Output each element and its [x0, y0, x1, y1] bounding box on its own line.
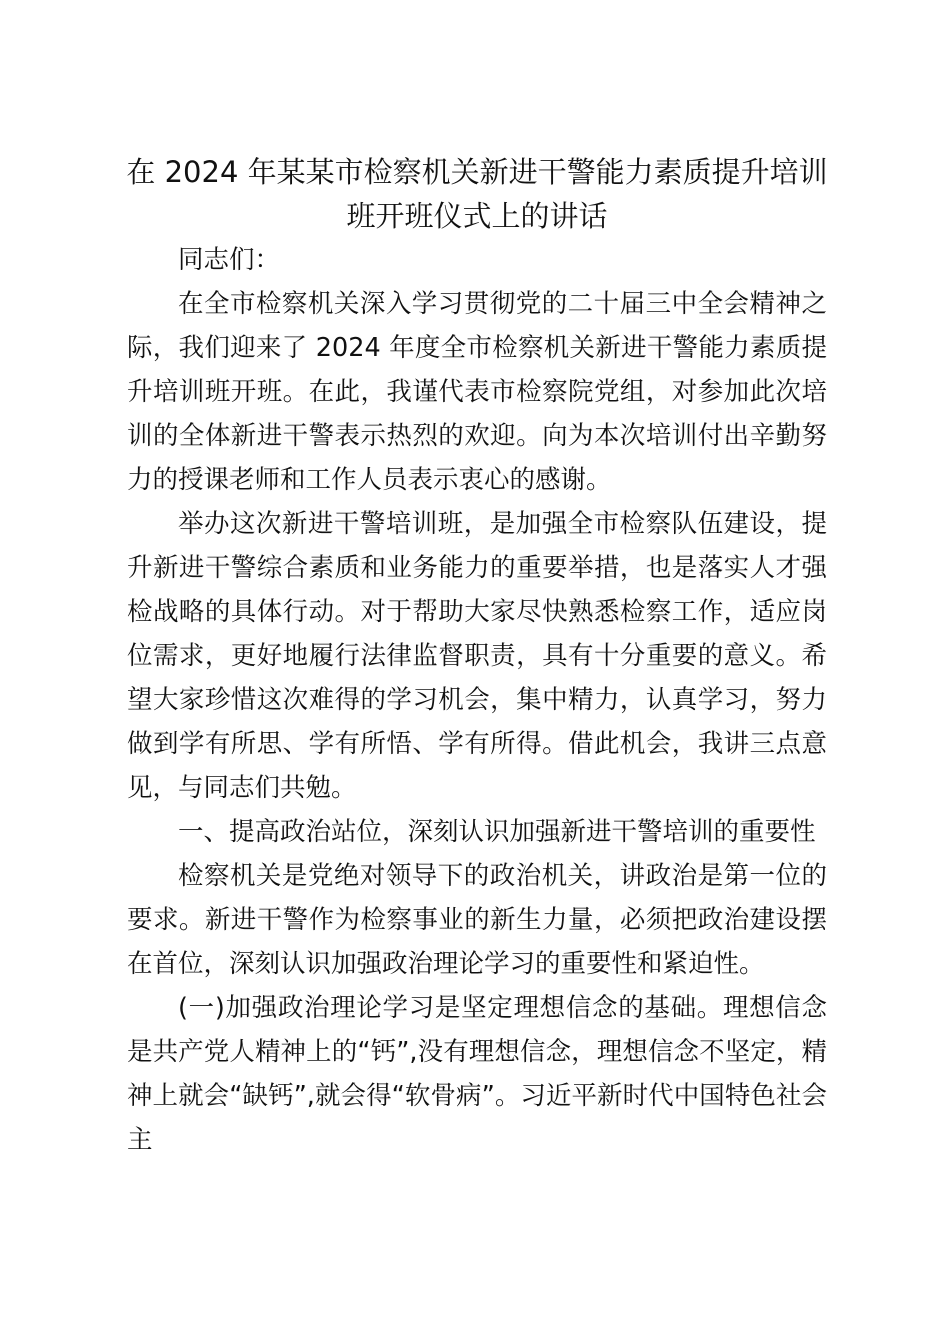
paragraph-opening: 在全市检察机关深入学习贯彻党的二十届三中全会精神之际，我们迎来了 2024 年度全市检察机关新进干警能力素质提升培训班开班。在此，我谨代表市检察院党组，对参加此次培训的全体新进干警表示热烈的欢迎。向为本次培训付出辛勤努力的授课老师和工作人员表示衷心的感谢。	[127, 289, 827, 495]
paragraph-purpose: 举办这次新进干警培训班，是加强全市检察队伍建设，提升新进干警综合素质和业务能力的重要举措，也是落实人才强检战略的具体行动。对于帮助大家尽快熟悉检察工作，适应岗位需求，更好地履行法律监督职责，具有十分重要的意义。希望大家珍惜这次难得的学习机会，集中精力，认真学习，努力做到学有所思、学有所悟、学有所得。借此机会，我讲三点意见，与同志们共勉。	[127, 509, 827, 803]
title-line-2: 班开班仪式上的讲话	[346, 199, 608, 233]
section-heading-1: 一、提高政治站位，深刻认识加强新进干警培训的重要性	[178, 817, 816, 847]
greeting: 同志们：	[178, 245, 281, 275]
document-page	[127, 150, 827, 1162]
section-paragraph-1: 检察机关是党绝对领导下的政治机关，讲政治是第一位的要求。新进干警作为检察事业的新生力量，必须把政治建设摆在首位，深刻认识加强政治理论学习的重要性和紧迫性。	[127, 861, 827, 979]
document-title	[117, 150, 837, 238]
title-line-1: 在 2024 年某某市检察机关新进干警能力素质提升培训	[126, 155, 828, 189]
section-paragraph-2: (一)加强政治理论学习是坚定理想信念的基础。理想信念是共产党人精神上的“钙”,没有理想信念，理想信念不坚定，精神上就会“缺钙”,就会得“软骨病”。习近平新时代中国特色社会主	[127, 993, 827, 1155]
